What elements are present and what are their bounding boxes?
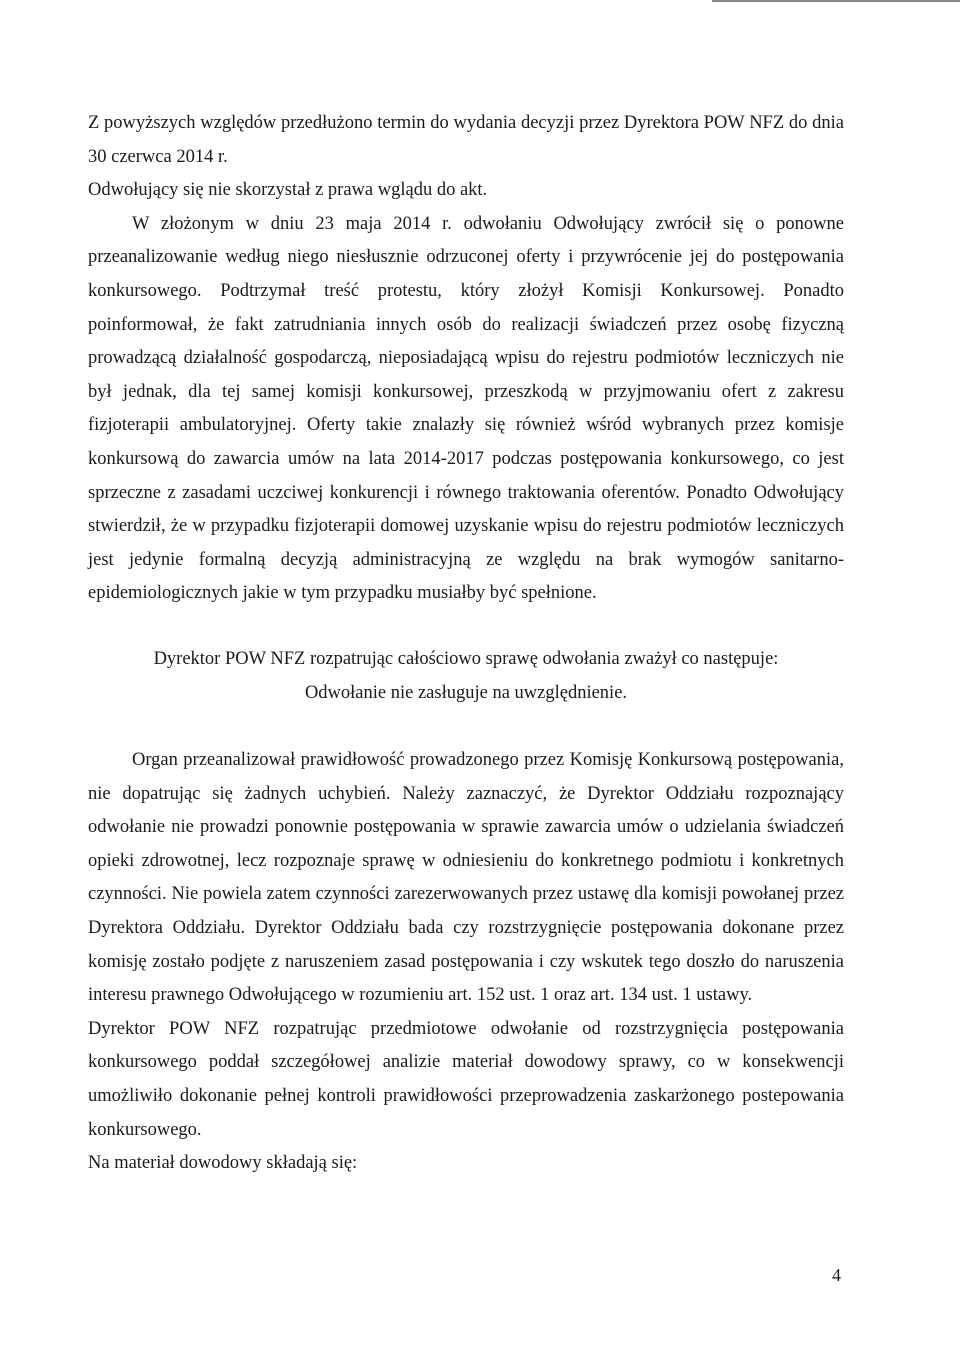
page-number: 4 [832,1265,841,1285]
top-edge-rule [712,0,960,2]
paragraph-organ-analysis: Organ przeanalizował prawidłowość prowadzonego przez Komisję Konkursową postępowania, nie dopatrując się żadnych uchybień. Należy zaznaczyć, że Dyrektor Oddziału rozpoznający odwołanie nie prowadzi ponownie postępowania w sprawie zawarcia umów o udzielania świadczeń opieki zdrowotnej, lecz rozpoznaje sprawę w odniesieniu do konkretnego podmiotu i konkretnych czynności. Nie powiela zatem czynności zarezerwowanych przez ustawę dla komisji powołanej przez Dyrektora Oddziału. Dyrektor Oddziału bada czy rozstrzygnięcie postępowania dokonane przez komisję zostało podjęte z naruszeniem zasad postępowania i czy wskutek tego doszło do naruszenia interesu prawnego Odwołującego w rozumieniu art. 152 ust. 1 oraz art. 134 ust. 1 ustawy. [88,750,844,1006]
decision-line: Odwołanie nie zasługuje na uwzględnienie. [304,682,628,703]
paragraph-appeal-content: W złożonym w dniu 23 maja 2014 r. odwołaniu Odwołujący zwrócił się o ponowne przeanalizowanie według niego niesłusznie odrzuconej oferty i przywrócenie jej do postępowania konkursowego. Podtrzymał treść protestu, który złożył Komisji Konkursowej. Ponadto poinformował, że fakt zatrudniania innych osób do realizacji świadczeń przez osobę fizyczną prowadzącą działalność gospodarczą, nieposiadającą wpisu do rejestru podmiotów leczniczych nie był jednak, dla tej samej komisji konkursowej, przeszkodą w przyjmowaniu ofert z zakresu fizjoterapii ambulatoryjnej. Oferty takie znalazły się również wśród wybranych przez komisje konkursową do zawarcia umów na lata 2014-2017 podczas postępowania konkursowego, co jest sprzeczne z zasadami uczciwej konkurencji i równego traktowania oferentów. Ponadto Odwołujący stwierdził, że w przypadku fizjoterapii domowej uzyskanie wpisu do rejestru podmiotów leczniczych jest jedynie formalną decyzją administracyjną ze względu na brak wymogów sanitarno-epidemiologicznych jakie w tym przypadku musiałby być spełnione. [88,213,844,604]
paragraph-evidence-list-intro: Na materiał dowodowy składają się: [88,1153,358,1174]
paragraph-no-file-access: Odwołujący się nie skorzystał z prawa wglądu do akt. [88,180,488,201]
document-page [88,107,844,1181]
paragraph-extension-deadline: Z powyższych względów przedłużono termin do wydania decyzji przez Dyrektora POW NFZ do dnia 30 czerwca 2014 r. [88,113,844,167]
considered-heading: Dyrektor POW NFZ rozpatrując całościowo sprawę odwołania zważył co następuje: [153,648,779,669]
paragraph-evidence-review: Dyrektor POW NFZ rozpatrując przedmiotowe odwołanie od rozstrzygnięcia postępowania konkursowego poddał szczegółowej analizie materiał dowodowy sprawy, co w konsekwencji umożliwiło dokonanie pełnej kontroli prawidłowości przeprowadzenia zaskarżonego postepowania konkursowego. [88,1018,844,1140]
